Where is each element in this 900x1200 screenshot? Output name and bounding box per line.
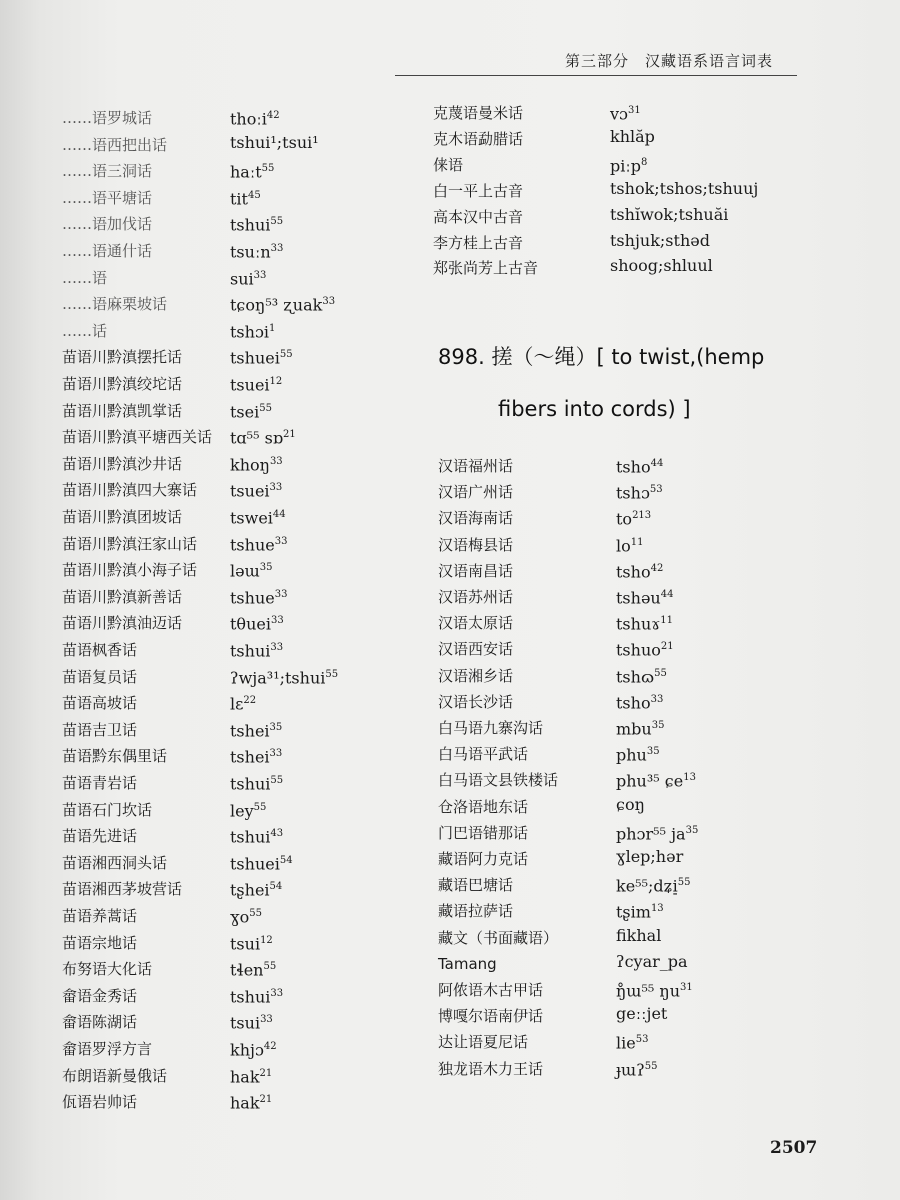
tone-mark: 44 [660,589,674,600]
language-name: 俫语 [433,155,464,174]
word-form [616,899,664,922]
word-form [230,904,262,927]
language-name: 郑张尚芳上古音 [433,259,539,278]
language-name: 克木语勐腊话 [433,129,524,148]
tone-mark: 54 [279,854,293,866]
tone-mark: 55 [279,349,293,361]
tone-mark: 53 [649,484,663,496]
form-text: tsuei [230,375,270,395]
tone-mark: 35 [646,746,660,758]
word-form [616,952,688,972]
form-text: tsui [230,933,261,953]
word-form [230,585,287,608]
tone-mark: 55 [249,908,262,919]
form-text: phu³⁵ ɕe [616,771,684,791]
word-form [230,1090,272,1113]
form-text: tshui [230,987,271,1007]
form-text: tshuo [616,640,661,660]
word-form [230,691,256,714]
form-text: lo [616,535,631,555]
word-form [230,611,284,634]
language-name: 汉语湘乡话 [438,666,514,685]
word-form [616,611,673,634]
header-rule [395,75,797,76]
tone-mark: 11 [630,536,644,548]
entry-number: 898. [438,345,485,369]
language-name: 苗语石门坎话 [62,800,153,819]
form-text: tshok;tshos;tshuuj [610,178,759,198]
word-form [230,372,282,395]
language-name: 苗语养蒿话 [62,907,138,925]
language-name: 汉语西安话 [438,640,514,659]
word-form [230,798,266,821]
language-name: 苗语枫香话 [62,641,138,659]
word-form [230,984,283,1007]
form-text: mbu [616,719,652,739]
word-form [230,212,283,235]
word-form [610,101,641,124]
form-text: fikhal [616,925,662,945]
language-name: 汉语苏州话 [438,588,514,606]
word-form [230,1010,273,1033]
form-text: ɟɯʔ [616,1059,645,1079]
word-form [230,957,276,980]
tone-mark: 33 [269,482,283,494]
page-number: 2507 [770,1138,818,1158]
tone-mark: 55 [253,801,267,813]
form-text: tshue [230,588,275,608]
form-text: tsei [230,401,260,421]
tone-mark: 44 [650,458,664,469]
tone-mark: 55 [270,216,284,228]
form-text: tɬen [230,960,264,980]
form-text: tshəu [616,588,661,608]
word-form [230,1064,272,1087]
word-form [230,345,293,368]
form-text: tsho [616,457,651,477]
form-text: hak [230,1066,260,1086]
entry-gloss-continuation: fibers into cords) ] [498,397,691,421]
word-form [616,637,674,660]
language-name: 阿侬语木古甲话 [438,981,544,999]
word-form [230,638,283,661]
word-form [230,133,319,153]
word-form [616,716,664,739]
word-form [616,1057,658,1080]
language-name: ……语平塘话 [62,188,153,207]
language-name: 布努语大化话 [62,960,153,979]
form-text: tswei [230,508,273,528]
form-text: tshui [230,215,271,235]
entry-headword: 搓（～绳）[ to twist,(hemp [491,345,765,369]
language-name: 苗语复员话 [62,667,138,686]
language-name: ……语三洞话 [62,162,153,181]
word-form [610,127,655,147]
language-name: ……话 [62,321,108,340]
language-name: 苗语吉卫话 [62,720,138,739]
language-name: ……语西把出话 [62,135,168,154]
form-text: ʔcyar_pa [616,951,688,971]
word-form [230,824,283,847]
form-text: tɑ⁵⁵ sɒ [230,428,284,448]
language-name: 苗语川黔滇四大寨话 [62,481,198,500]
language-name: 佤语岩帅话 [62,1093,138,1112]
tone-mark: 8 [641,156,648,168]
form-text: geːːjet [616,1004,668,1024]
form-text: tshuei [230,854,280,874]
language-name: 汉语海南话 [438,509,514,528]
form-text: tsho [616,693,651,713]
form-text: ləɯ [230,561,260,581]
tone-mark: 33 [322,296,336,308]
word-form [230,452,283,475]
language-name: 苗语川黔滇绞坨话 [62,375,183,393]
tone-mark: 31 [628,105,641,116]
tone-mark: 22 [243,695,257,707]
form-text: tsho [616,562,651,582]
language-name: 汉语广州话 [438,483,514,502]
form-text: shoog;shluul [610,256,713,276]
tone-mark: 11 [660,615,674,627]
word-form [230,159,274,182]
word-form [230,239,283,262]
form-text: to [616,509,633,529]
form-text: tshei [230,747,270,767]
language-name: 白马语平武话 [438,745,529,764]
language-name: 苗语川黔滇摆托话 [62,348,183,367]
form-text: lie [616,1033,636,1053]
tone-mark: 33 [260,1014,273,1026]
tone-mark: 55 [325,668,339,680]
tone-mark: 21 [660,641,674,653]
language-name: 藏语拉萨话 [438,902,514,921]
form-text: tshɷ [616,666,655,686]
tone-mark: 53 [635,1034,649,1046]
language-name: 藏文（书面藏语） [438,928,559,947]
running-header: 第三部分 汉藏语系语言词表 [565,52,774,70]
language-name: 藏语巴塘话 [438,876,514,895]
word-form [616,533,643,556]
tone-mark: 35 [259,562,273,574]
tone-mark: 13 [683,772,696,784]
language-name: 汉语南昌话 [438,561,514,580]
language-name: 达让语夏尼话 [438,1033,529,1052]
language-name: 苗语青岩话 [62,774,138,792]
form-text: khlăp [610,126,655,146]
form-text: tʂim [616,902,651,922]
language-name: 白马语文县铁楼话 [438,771,559,790]
language-name: 门巴语错那话 [438,823,529,842]
tone-mark: 33 [274,588,288,600]
word-form [230,266,266,289]
tone-mark: 55 [261,163,275,175]
word-form [230,505,286,528]
form-text: tʂhei [230,880,270,900]
form-text: tshjuk;sthəd [610,230,710,250]
word-form [616,1030,648,1053]
tone-mark: 33 [270,987,284,999]
word-form [230,425,296,448]
tone-mark: 55 [677,877,691,889]
language-name: 苗语川黔滇平塘西关话 [62,428,213,447]
form-text: tsui [230,1013,261,1033]
form-text: tθuei [230,614,271,634]
language-name: 高本汉中古音 [433,207,524,226]
form-text: tshui¹;tsui¹ [230,132,319,152]
tone-mark: 55 [270,775,284,786]
form-text: hak [230,1093,260,1113]
form-text: tshuei [230,348,280,368]
tone-mark: 35 [685,824,699,836]
form-text: ɣlep;hər [616,847,684,866]
tone-mark: 54 [269,881,283,893]
tone-mark: 33 [270,615,284,627]
form-text: ley [230,800,254,820]
language-name: 克蔑语曼米话 [433,104,524,122]
word-form [230,399,272,422]
word-form [610,256,713,276]
form-text: tshui [230,774,271,794]
language-name: 畲语金秀话 [62,986,138,1005]
word-form [616,795,645,815]
tone-mark: 55 [263,961,277,973]
word-form [616,978,693,1001]
tone-mark: 33 [269,748,283,760]
tone-mark: 21 [259,1094,273,1106]
word-form [610,153,647,176]
form-text: piːp [610,156,641,176]
form-text: tshɔi [230,322,270,342]
form-text: tshuɤ [616,614,661,634]
language-name: 独龙语木力王话 [438,1059,544,1078]
language-name: 苗语川黔滇汪家山话 [62,534,198,553]
tone-mark: 13 [650,903,664,915]
tone-mark: 55 [654,667,667,679]
form-text: ɕoŋ [616,794,645,814]
language-name: 汉语梅县话 [438,535,514,554]
form-text: tsuei [230,481,270,501]
language-name: 苗语川黔滇凯掌话 [62,401,183,420]
form-text: tɕoŋ⁵³ ʐuak [230,295,323,315]
word-form [616,821,698,844]
word-form [616,559,663,582]
word-form [616,768,696,791]
form-text: haːt [230,162,262,182]
word-form [610,231,710,251]
form-text: tshei [230,721,270,741]
language-name: 苗语黔东偶里话 [62,747,168,766]
language-name: ……语麻栗坡话 [62,295,168,314]
form-text: tsuːn [230,242,271,262]
word-form [616,454,663,477]
word-form [230,744,282,767]
word-form [616,926,661,946]
tone-mark: 1 [269,322,276,334]
language-name: 博嘎尔语南伊话 [438,1007,544,1026]
word-form [610,205,728,225]
word-form [616,1004,667,1024]
tone-mark: 12 [269,376,283,387]
word-form [616,664,667,687]
word-form [230,877,282,900]
tone-mark: 55 [644,1060,658,1072]
language-name: ……语通什话 [62,242,153,260]
tone-mark: 21 [259,1067,273,1079]
language-name: 畲语陈湖话 [62,1013,138,1032]
language-name: 白马语九寨沟话 [438,719,544,737]
form-text: tit [230,189,248,209]
language-name: ……语 [62,268,108,287]
language-name: 苗语高坡话 [62,694,138,713]
tone-mark: 12 [260,934,273,946]
tone-mark: 42 [650,562,664,574]
tone-mark: 33 [270,642,284,653]
language-name: 苗语湘西洞头话 [62,853,168,872]
tone-mark: 33 [270,243,284,254]
form-text: phu [616,745,647,765]
language-name: 苗语川黔滇新善话 [62,587,183,606]
entry-heading [438,340,765,421]
language-name: 汉语太原话 [438,614,514,633]
form-text: tshĭwok;tshuăi [610,204,729,224]
language-name: 苗语宗地话 [62,933,138,952]
language-name: 白一平上古音 [433,181,524,200]
tone-mark: 45 [247,189,261,201]
word-form [616,847,683,867]
form-text: tshui [230,827,271,847]
language-name: 汉语长沙话 [438,692,514,711]
tone-mark: 42 [266,110,280,121]
word-form [230,558,273,581]
word-form [616,506,651,529]
tone-mark: 31 [680,982,693,993]
tone-mark: 33 [274,535,288,547]
word-form [616,690,663,713]
language-name: 苗语川黔滇油迈话 [62,614,183,633]
language-name: 苗语川黔滇沙井话 [62,454,183,473]
tone-mark: 35 [269,721,283,733]
language-name: 苗语川黔滇团坡话 [62,508,183,526]
tone-mark: 44 [272,509,286,520]
word-form [230,851,293,874]
word-form [230,106,280,129]
tone-mark: 33 [253,269,267,281]
language-name: 李方桂上古音 [433,233,524,252]
form-text: ʔwja³¹;tshui [230,667,326,687]
word-form [616,585,673,608]
language-name: 苗语先进话 [62,827,138,846]
word-form [230,532,287,555]
language-name: ……语罗城话 [62,109,153,127]
tone-mark: 33 [269,455,283,467]
tone-mark: 213 [632,510,652,522]
form-text: tshue [230,534,275,554]
form-text: khoŋ [230,455,270,475]
word-form [230,319,275,342]
language-name: 汉语福州话 [438,457,514,475]
word-form [230,718,282,741]
word-form [230,1037,277,1060]
word-form [616,873,690,896]
language-name: 布朗语新曼俄话 [62,1066,168,1085]
word-form [230,292,335,315]
language-name: Tamang [438,954,497,973]
language-name: 畲语罗浮方言 [62,1040,153,1058]
word-form [230,771,283,794]
word-form [616,742,660,765]
form-text: ke⁵⁵;dʑi̠ [616,876,678,896]
form-text: khjɔ [230,1040,264,1060]
tone-mark: 35 [651,720,665,731]
form-text: sui [230,268,254,288]
language-name: 藏语阿力克话 [438,850,529,868]
language-name: ……语加伐话 [62,215,153,234]
language-name: 仓洛语地东话 [438,797,529,816]
tone-mark: 55 [259,402,272,414]
form-text: thoːi [230,109,267,129]
word-form [230,186,261,209]
tone-mark: 43 [270,828,284,840]
language-name: 苗语湘西茅坡营话 [62,880,183,899]
tone-mark: 42 [263,1041,277,1052]
tone-mark: 21 [283,429,296,441]
tone-mark: 33 [650,693,664,705]
word-form [230,478,282,501]
language-name: 苗语川黔滇小海子话 [62,561,198,580]
word-form [230,665,338,688]
form-text: ŋ̊ɯ⁵⁵ ŋu [616,981,680,1001]
form-text: phɔr⁵⁵ ja [616,824,686,844]
form-text: lɛ [230,694,244,714]
word-form [610,179,758,199]
word-form [230,931,273,954]
form-text: vɔ [610,104,628,124]
form-text: tshui [230,641,271,661]
form-text: ɣo [230,907,250,927]
word-form [616,480,663,503]
form-text: tshɔ [616,483,650,503]
